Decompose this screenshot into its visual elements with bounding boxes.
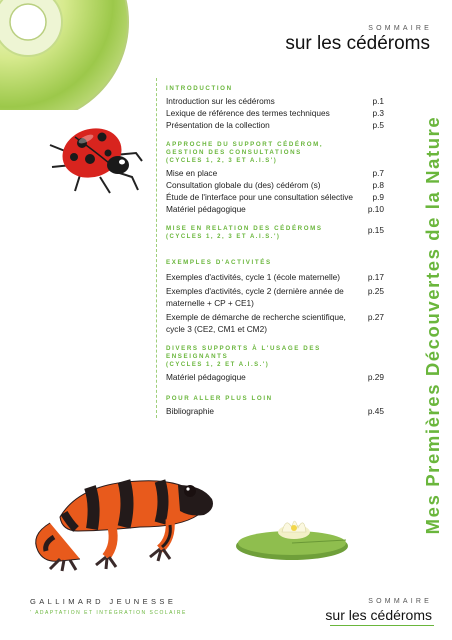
section-title: APPROCHE DU SUPPORT CÉDÉROM, GESTION DES CONSULTATIONS xyxy=(166,141,324,156)
entry-text: Introduction sur les cédéroms xyxy=(166,96,275,106)
entry-page: p.27 xyxy=(367,312,384,322)
entry-page: p.7 xyxy=(372,168,384,178)
toc-entry[interactable] xyxy=(166,311,384,335)
toc-entry[interactable] xyxy=(166,405,384,417)
entry-text: Bibliographie xyxy=(166,406,214,416)
entry-page: p.9 xyxy=(372,192,384,202)
section-title: EXEMPLES D'ACTIVITÉS xyxy=(166,259,272,266)
entry-page: p.1 xyxy=(372,96,384,106)
toc-section-divers xyxy=(166,345,384,383)
section-title: DIVERS SUPPORTS À L'USAGE DES ENSEIGNANTS xyxy=(166,345,321,360)
entry-page: p.17 xyxy=(367,272,384,282)
section-subtitle: (CYCLES 1, 2, 3 ET A.I.S.') xyxy=(166,234,281,240)
toc-section-introduction xyxy=(166,85,384,131)
footer-kicker: SOMMAIRE xyxy=(368,598,432,605)
section-subtitle: (CYCLES 1, 2, 3 ET A.I.S') xyxy=(166,158,278,164)
toc-section-approche xyxy=(166,141,384,215)
toc-entry[interactable] xyxy=(166,107,384,119)
publisher-name: GALLIMARD JEUNESSE xyxy=(30,597,177,606)
water-lily-image xyxy=(232,510,352,565)
toc-section-mise-en-relation[interactable] xyxy=(166,225,384,241)
table-of-contents xyxy=(166,85,384,417)
toc-entry[interactable] xyxy=(166,371,384,383)
dashed-divider xyxy=(156,78,157,418)
publisher-subtitle: ' ADAPTATION ET INTÉGRATION SCOLAIRE xyxy=(30,610,187,616)
entry-page: p.8 xyxy=(372,180,384,190)
entry-text: Étude de l'interface pour une consultation sélective xyxy=(166,192,354,202)
entry-text: Présentation de la collection xyxy=(166,120,270,130)
section-title: POUR ALLER PLUS LOIN xyxy=(166,395,273,402)
section-title: MISE EN RELATION DES CÉDÉROMS xyxy=(166,225,323,232)
toc-entry[interactable] xyxy=(166,191,384,203)
ladybug-image xyxy=(40,115,150,200)
entry-page: p.5 xyxy=(372,120,384,130)
toc-entry[interactable] xyxy=(166,285,384,309)
footer-rule xyxy=(330,625,434,626)
entry-text: Lexique de référence des termes techniques xyxy=(166,108,330,118)
toc-entry[interactable] xyxy=(166,119,384,131)
entry-text: Matériel pédagogique xyxy=(166,372,246,382)
entry-page: p.3 xyxy=(372,108,384,118)
toc-entry[interactable] xyxy=(166,95,384,107)
section-page: p.15 xyxy=(367,225,384,235)
toc-entry[interactable] xyxy=(166,203,384,215)
frog-image xyxy=(20,465,230,575)
entry-page: p.29 xyxy=(367,372,384,382)
entry-text: Exemples d'activités, cycle 1 (école maternelle) xyxy=(166,272,341,282)
vertical-collection-title: Mes Premières Découvertes de la Nature xyxy=(422,115,443,535)
entry-page: p.10 xyxy=(367,204,384,214)
toc-entry[interactable] xyxy=(166,167,384,179)
entry-text: Exemples d'activités, cycle 2 (dernière année de maternelle + CP + CE1) xyxy=(166,286,344,308)
entry-text: Matériel pédagogique xyxy=(166,204,246,214)
toc-entry[interactable] xyxy=(166,271,384,283)
entry-page: p.25 xyxy=(367,286,384,296)
footer-title: sur les cédéroms xyxy=(325,607,432,623)
entry-page: p.45 xyxy=(367,406,384,416)
header-kicker: SOMMAIRE xyxy=(368,25,432,32)
entry-text: Exemple de démarche de recherche scientifique, cycle 3 (CE2, CM1 et CM2) xyxy=(166,312,346,334)
toc-section-pour-aller-plus-loin xyxy=(166,395,384,417)
entry-text: Mise en place xyxy=(166,168,218,178)
section-subtitle: (CYCLES 1, 2 ET A.I.S.') xyxy=(166,362,270,368)
cd-disc-image xyxy=(0,0,130,110)
entry-text: Consultation globale du (des) cédérom (s) xyxy=(166,180,321,190)
toc-entry[interactable] xyxy=(166,179,384,191)
section-title: INTRODUCTION xyxy=(166,85,233,92)
toc-section-exemples xyxy=(166,259,384,335)
page-title: sur les cédéroms xyxy=(285,33,430,54)
